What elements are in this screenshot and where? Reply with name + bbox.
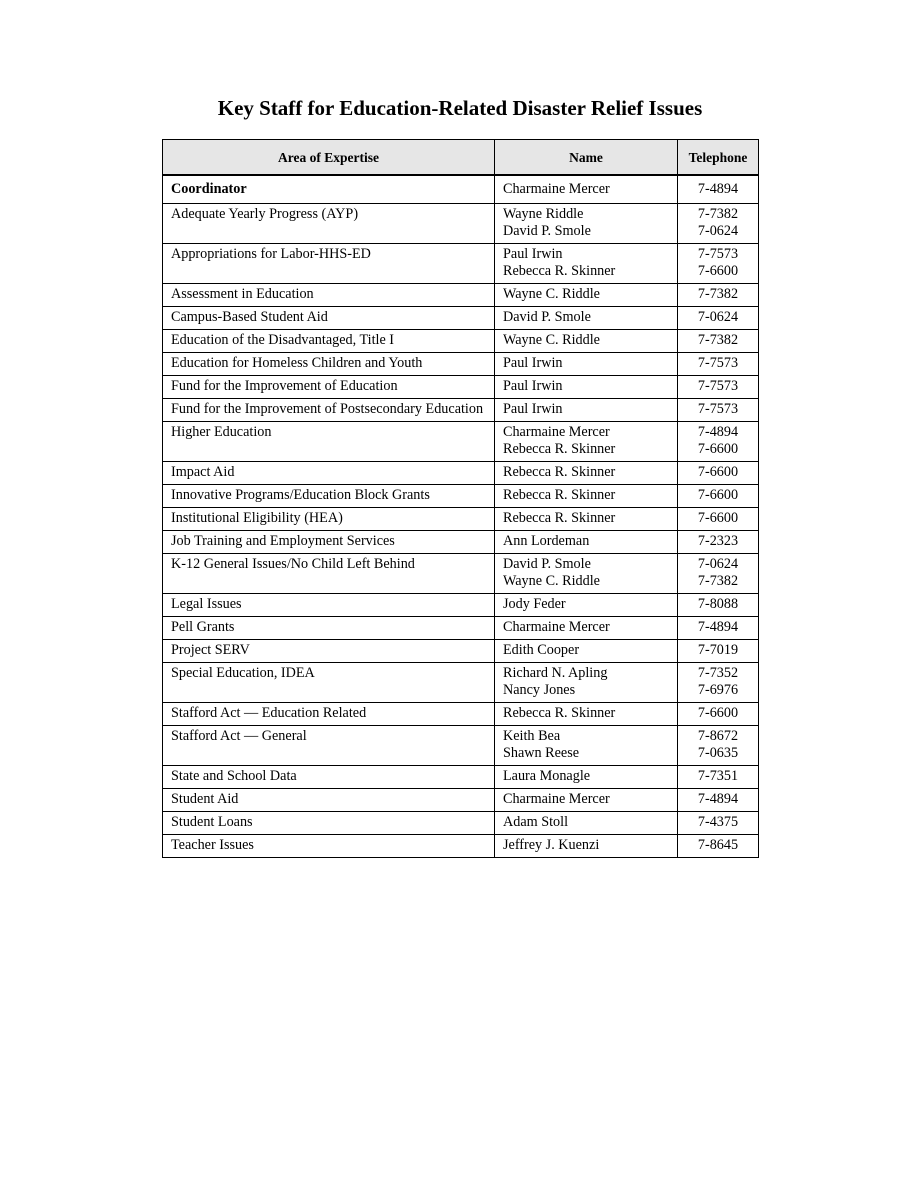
telephone-cell [678, 376, 759, 399]
area-of-expertise-cell: Project SERV [163, 640, 495, 663]
area-of-expertise-cell: Impact Aid [163, 462, 495, 485]
telephone-cell [678, 554, 759, 594]
telephone-cell [678, 703, 759, 726]
table-row [163, 284, 759, 307]
telephone-cell [678, 640, 759, 663]
area-of-expertise-cell: Fund for the Improvement of Education [163, 376, 495, 399]
staff-name-cell [495, 399, 678, 422]
table-row [163, 703, 759, 726]
staff-name-cell [495, 330, 678, 353]
telephone-cell [678, 399, 759, 422]
telephone-number: 7-7019 [697, 642, 739, 658]
telephone-number: 7-6600 [697, 464, 739, 480]
telephone-number: 7-7573 [697, 246, 739, 262]
table-row [163, 462, 759, 485]
telephone-number: 7-4894 [697, 181, 739, 197]
telephone-number: 7-4894 [697, 791, 739, 807]
telephone-cell [678, 508, 759, 531]
telephone-cell [678, 175, 759, 204]
telephone-number: 7-0624 [697, 223, 739, 239]
staff-name: David P. Smole [503, 556, 591, 572]
staff-name: Wayne Riddle [503, 206, 584, 222]
area-of-expertise-cell: Job Training and Employment Services [163, 531, 495, 554]
telephone-cell [678, 617, 759, 640]
staff-name: Charmaine Mercer [503, 181, 610, 197]
staff-name: Wayne C. Riddle [503, 573, 600, 589]
staff-name: Jody Feder [503, 596, 566, 612]
telephone-number: 7-6600 [697, 441, 739, 457]
table-row [163, 766, 759, 789]
staff-name-cell [495, 663, 678, 703]
table-row [163, 726, 759, 766]
telephone-cell [678, 204, 759, 244]
telephone-cell [678, 330, 759, 353]
page-title: Key Staff for Education-Related Disaster Relief Issues [217, 96, 703, 120]
staff-name-cell [495, 835, 678, 858]
staff-name-cell [495, 703, 678, 726]
telephone-number: 7-6600 [697, 705, 739, 721]
table-row [163, 204, 759, 244]
table-row [163, 640, 759, 663]
telephone-cell [678, 244, 759, 284]
staff-name: Rebecca R. Skinner [503, 263, 616, 279]
table-row [163, 330, 759, 353]
table-row [163, 812, 759, 835]
telephone-cell [678, 462, 759, 485]
telephone-number: 7-7573 [697, 401, 739, 417]
staff-name-cell [495, 376, 678, 399]
staff-name: Adam Stoll [503, 814, 569, 830]
area-of-expertise-cell: Stafford Act — Education Related [163, 703, 495, 726]
telephone-cell [678, 726, 759, 766]
staff-name: Paul Irwin [503, 246, 563, 262]
telephone-number: 7-0635 [697, 745, 739, 761]
staff-name-cell [495, 554, 678, 594]
staff-name: David P. Smole [503, 309, 591, 325]
staff-name-cell [495, 508, 678, 531]
telephone-number: 7-6600 [697, 487, 739, 503]
staff-name: Nancy Jones [503, 682, 576, 698]
staff-name: Paul Irwin [503, 401, 563, 417]
staff-name: Richard N. Apling [503, 665, 608, 681]
staff-name: Jeffrey J. Kuenzi [503, 837, 600, 853]
area-of-expertise-cell: Pell Grants [163, 617, 495, 640]
telephone-cell [678, 531, 759, 554]
table-row [163, 307, 759, 330]
table-row [163, 508, 759, 531]
staff-name: Rebecca R. Skinner [503, 705, 616, 721]
area-of-expertise-cell: Student Loans [163, 812, 495, 835]
telephone-number: 7-0624 [697, 556, 739, 572]
header-area: Area of Expertise [163, 140, 495, 176]
telephone-number: 7-7382 [697, 332, 739, 348]
staff-name-cell [495, 812, 678, 835]
area-of-expertise-cell: Teacher Issues [163, 835, 495, 858]
telephone-number: 7-4894 [697, 619, 739, 635]
table-row [163, 353, 759, 376]
telephone-number: 7-6600 [697, 510, 739, 526]
staff-name: Charmaine Mercer [503, 424, 610, 440]
telephone-cell [678, 835, 759, 858]
table-row [163, 554, 759, 594]
table-row [163, 422, 759, 462]
telephone-number: 7-8672 [697, 728, 739, 744]
table-row [163, 789, 759, 812]
telephone-cell [678, 485, 759, 508]
telephone-number: 7-4375 [697, 814, 739, 830]
staff-name-cell [495, 640, 678, 663]
area-of-expertise-cell: Assessment in Education [163, 284, 495, 307]
table-row [163, 594, 759, 617]
telephone-cell [678, 789, 759, 812]
staff-name: Rebecca R. Skinner [503, 510, 616, 526]
staff-name-cell [495, 462, 678, 485]
table-row [163, 835, 759, 858]
telephone-number: 7-8088 [697, 596, 739, 612]
area-of-expertise-cell: Appropriations for Labor-HHS-ED [163, 244, 495, 284]
area-of-expertise-cell: Education of the Disadvantaged, Title I [163, 330, 495, 353]
staff-name-cell [495, 726, 678, 766]
telephone-number: 7-2323 [697, 533, 739, 549]
area-of-expertise-cell: Coordinator [163, 175, 495, 204]
area-of-expertise-cell: Stafford Act — General [163, 726, 495, 766]
area-of-expertise-cell: Student Aid [163, 789, 495, 812]
telephone-cell [678, 422, 759, 462]
staff-name: Shawn Reese [503, 745, 580, 761]
telephone-number: 7-7352 [697, 665, 739, 681]
staff-name-cell [495, 594, 678, 617]
staff-name: Wayne C. Riddle [503, 286, 600, 302]
telephone-number: 7-0624 [697, 309, 739, 325]
telephone-number: 7-7573 [697, 355, 739, 371]
staff-name-cell [495, 307, 678, 330]
staff-name: Keith Bea [503, 728, 561, 744]
telephone-cell [678, 594, 759, 617]
area-of-expertise-cell: K-12 General Issues/No Child Left Behind [163, 554, 495, 594]
telephone-number: 7-4894 [697, 424, 739, 440]
table-row [163, 617, 759, 640]
area-of-expertise-cell: Fund for the Improvement of Postsecondary Education [163, 399, 495, 422]
telephone-number: 7-6976 [697, 682, 739, 698]
area-of-expertise-cell: Adequate Yearly Progress (AYP) [163, 204, 495, 244]
staff-name: David P. Smole [503, 223, 591, 239]
telephone-cell [678, 663, 759, 703]
staff-name: Rebecca R. Skinner [503, 464, 616, 480]
staff-table [162, 139, 759, 858]
telephone-number: 7-8645 [697, 837, 739, 853]
staff-name-cell [495, 617, 678, 640]
staff-name: Paul Irwin [503, 378, 563, 394]
telephone-cell [678, 353, 759, 376]
area-of-expertise-cell: Legal Issues [163, 594, 495, 617]
telephone-number: 7-7573 [697, 378, 739, 394]
area-of-expertise-cell: Education for Homeless Children and Youth [163, 353, 495, 376]
header-name: Name [495, 140, 678, 176]
staff-name-cell [495, 204, 678, 244]
staff-name: Rebecca R. Skinner [503, 441, 616, 457]
staff-name: Paul Irwin [503, 355, 563, 371]
area-of-expertise-cell: Campus-Based Student Aid [163, 307, 495, 330]
staff-name: Charmaine Mercer [503, 791, 610, 807]
telephone-cell [678, 766, 759, 789]
staff-name-cell [495, 766, 678, 789]
table-row [163, 399, 759, 422]
telephone-cell [678, 284, 759, 307]
staff-name: Rebecca R. Skinner [503, 487, 616, 503]
staff-name-cell [495, 531, 678, 554]
staff-name: Laura Monagle [503, 768, 591, 784]
area-of-expertise-cell: State and School Data [163, 766, 495, 789]
table-body [163, 175, 759, 858]
staff-name-cell [495, 244, 678, 284]
table-row [163, 663, 759, 703]
telephone-number: 7-7382 [697, 286, 739, 302]
area-of-expertise-cell: Special Education, IDEA [163, 663, 495, 703]
telephone-number: 7-7351 [697, 768, 739, 784]
table-row [163, 376, 759, 399]
staff-name-cell [495, 485, 678, 508]
staff-name: Ann Lordeman [503, 533, 590, 549]
area-of-expertise-cell: Institutional Eligibility (HEA) [163, 508, 495, 531]
telephone-cell [678, 307, 759, 330]
staff-name: Charmaine Mercer [503, 619, 610, 635]
table-row [163, 244, 759, 284]
header-telephone: Telephone [678, 140, 759, 176]
telephone-number: 7-7382 [697, 206, 739, 222]
area-of-expertise-cell: Innovative Programs/Education Block Grants [163, 485, 495, 508]
table-row [163, 531, 759, 554]
telephone-cell [678, 812, 759, 835]
staff-name: Edith Cooper [503, 642, 580, 658]
staff-name-cell [495, 353, 678, 376]
staff-name-cell [495, 789, 678, 812]
staff-name-cell [495, 284, 678, 307]
staff-name-cell [495, 422, 678, 462]
staff-name: Wayne C. Riddle [503, 332, 600, 348]
telephone-number: 7-7382 [697, 573, 739, 589]
staff-name-cell [495, 175, 678, 204]
table-row [163, 175, 759, 204]
table-row [163, 485, 759, 508]
telephone-number: 7-6600 [697, 263, 739, 279]
area-of-expertise-cell: Higher Education [163, 422, 495, 462]
table-header-row [163, 140, 759, 176]
